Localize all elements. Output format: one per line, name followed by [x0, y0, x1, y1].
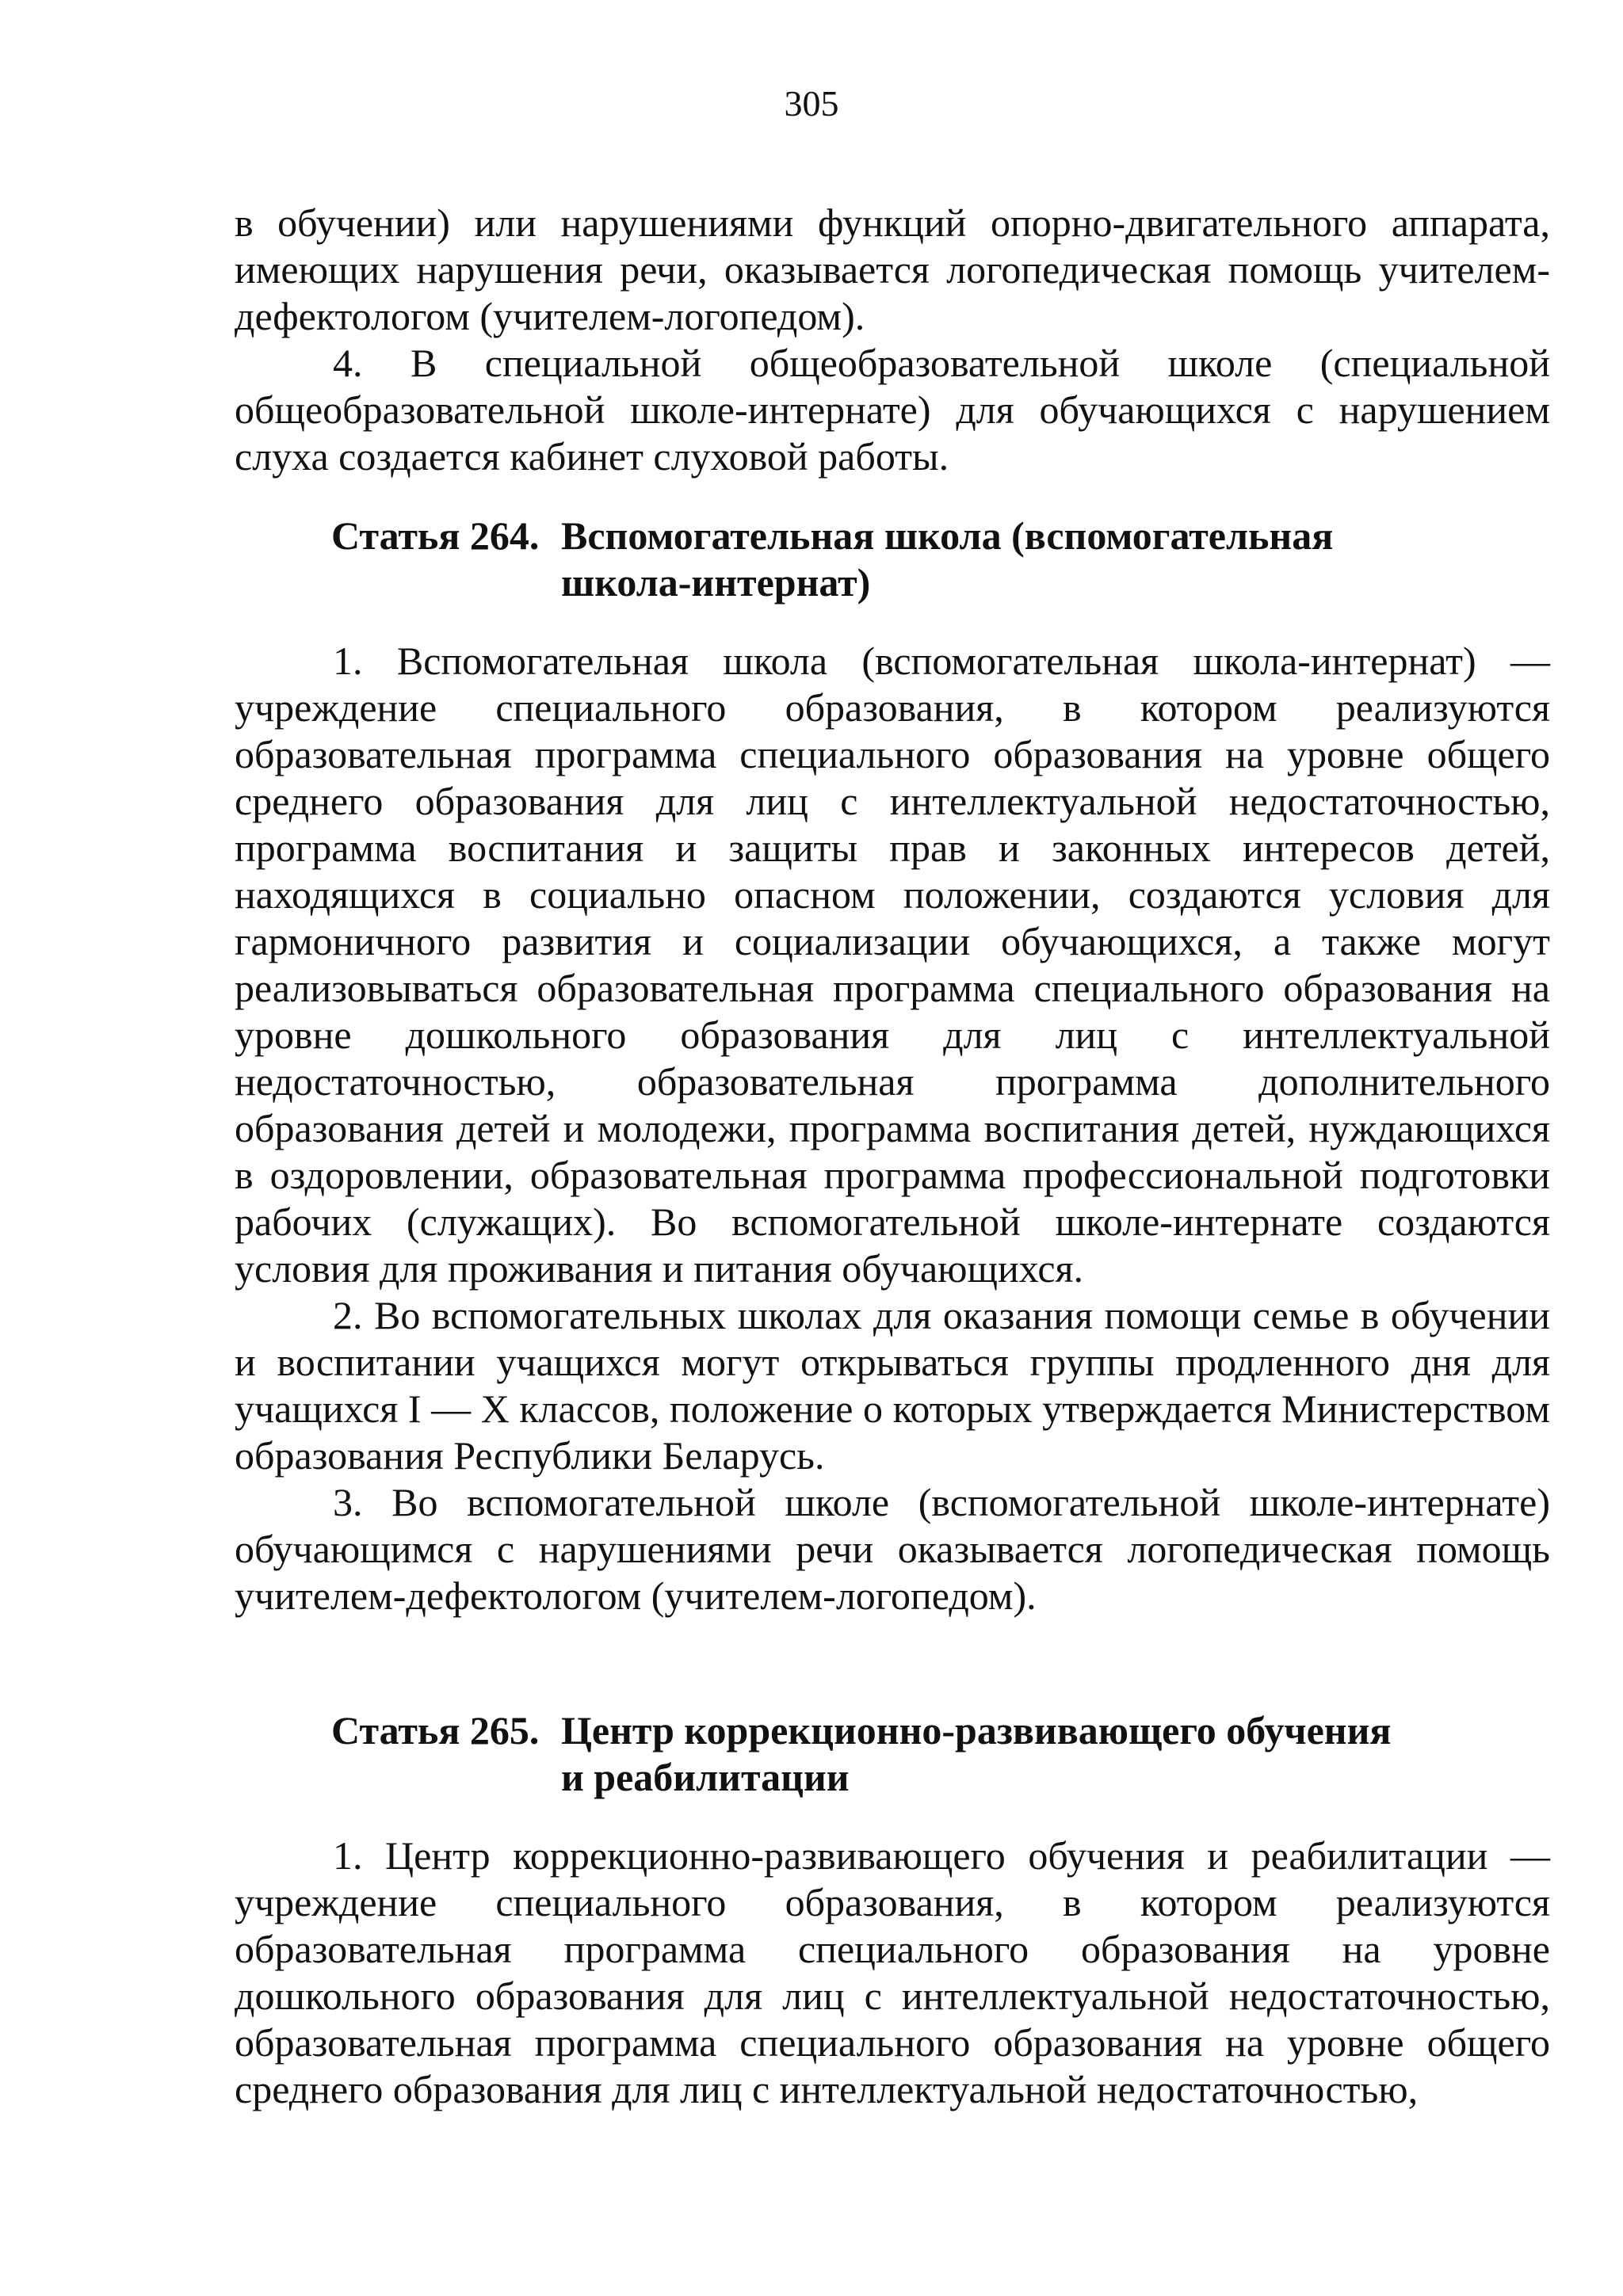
article-number: Статья 265.: [331, 1708, 540, 1753]
paragraph-continuation: в обучении) или нарушениями функций опорно-двигательного аппарата, имеющих нарушения речи, оказывается логопедическая помощь учителем-дефектологом (учителем-логопедом).: [235, 200, 1550, 338]
paragraph-item-2: 2. Во вспомогательных школах для оказания помощи семье в обучении и воспитании учащихся могут открываться группы продленного дня для учащихся I — X классов, положение о которых утверждается Министерством образования Республики Беларусь.: [235, 1293, 1550, 1478]
text-block-intro: [235, 200, 1550, 480]
article-264-heading: [331, 513, 1520, 606]
article-title: Центр коррекционно-развивающего обучения и реабилитации: [561, 1708, 1392, 1799]
paragraph-item-4: 4. В специальной общеобразовательной школе (специальной общеобразовательной школе-интернате) для обучающихся с нарушением слуха создается кабинет слуховой работы.: [235, 341, 1550, 479]
paragraph-item-1: 1. Центр коррекционно-развивающего обучения и реабилитации — учреждение специального образования, в котором реализуются образовательная программа специального образования на уровне дошкольного образования для лиц с интеллектуальной недостаточностью, образовательная программа специального образования на уровне общего среднего образования для лиц с интеллектуальной недостаточностью,: [235, 1833, 1550, 2111]
page-number: 305: [784, 83, 839, 124]
article-265-heading: [331, 1707, 1520, 1801]
article-title: Вспомогательная школа (вспомогательная школа-интернат): [561, 513, 1334, 605]
paragraph-item-1: 1. Вспомогательная школа (вспомогательная школа-интернат) — учреждение специального образования, в котором реализуются образовательная программа специального образования на уровне общего среднего образования для лиц с интеллектуальной недостаточностью, программа воспитания и защиты прав и законных интересов детей, находящихся в социально опасном положении, создаются условия для гармоничного развития и социализации обучающихся, а также могут реализовываться образовательная программа специального образования на уровне дошкольного образования для лиц с интеллектуальной недостаточностью, образовательная программа дополнительного образования детей и молодежи, программа воспитания детей, нуждающихся в оздоровлении, образовательная программа профессиональной подготовки рабочих (служащих). Во вспомогательной школе-интернате создаются условия для проживания и питания обучающихся.: [235, 639, 1550, 1291]
article-264-body: [235, 638, 1550, 1619]
paragraph-item-3: 3. Во вспомогательной школе (вспомогательной школе-интернате) обучающимся с нарушениями речи оказывается логопедическая помощь учителем-дефектологом (учителем-логопедом).: [235, 1480, 1550, 1618]
article-number: Статья 264.: [331, 513, 540, 558]
article-265-body: [235, 1833, 1550, 2113]
